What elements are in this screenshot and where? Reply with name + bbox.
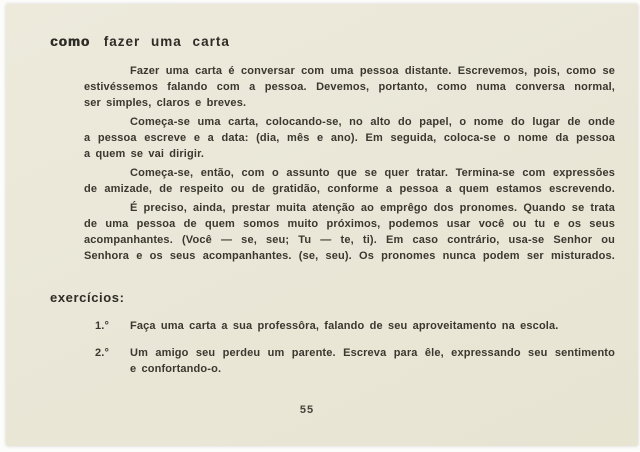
paragraph bbox=[84, 63, 615, 111]
title-text: fazer uma carta bbox=[103, 34, 230, 49]
text-line: estivéssemos falando com a pessoa. Devemos, portanto, como numa conversa normal, bbox=[84, 81, 615, 93]
text-line: e confortando-o. bbox=[130, 363, 222, 375]
text-line: É preciso, ainda, prestar muita atenção ao emprêgo dos pronomes. Quando se trata bbox=[130, 202, 615, 214]
text-line: Um amigo seu perdeu um parente. Escreva para êle, expressando seu sentimento bbox=[130, 347, 615, 359]
exercise-text bbox=[130, 318, 615, 334]
text-line: Começa-se uma carta, colocando-se, no alto do papel, o nome do lugar de onde bbox=[130, 116, 615, 128]
book-page bbox=[6, 4, 638, 446]
text-line: de uma pessoa de quem somos muito próximos, podemos usar você ou tu e os seus bbox=[84, 218, 615, 230]
text-line: acompanhantes. (Você — se, seu; Tu — te, ti). Em caso contrário, usa-se Senhor ou bbox=[84, 234, 615, 246]
exercise-number: 1.° bbox=[95, 320, 110, 332]
exercises-list bbox=[95, 318, 615, 388]
paragraph bbox=[84, 165, 615, 197]
text-line: Faça uma carta a sua professôra, falando de seu aproveitamento na escola. bbox=[130, 320, 559, 332]
page-number: 55 bbox=[299, 404, 315, 416]
exercise-item bbox=[95, 318, 615, 334]
text-line: de amizade, de respeito ou de gratidão, conforme a pessoa a quem estamos escrevendo. bbox=[84, 183, 615, 195]
body-text bbox=[84, 63, 615, 267]
text-line: Senhora e os seus acompanhantes. (se, seu). Os pronomes nunca podem ser misturados. bbox=[84, 250, 615, 262]
page-title bbox=[50, 34, 230, 49]
text-line: Fazer uma carta é conversar com uma pessoa distante. Escrevemos, pois, como se bbox=[130, 65, 615, 77]
text-line: Começa-se, então, com o assunto que se quer tratar. Termina-se com expressões bbox=[130, 167, 615, 179]
paragraph bbox=[84, 114, 615, 162]
title-keyword: como bbox=[50, 34, 91, 49]
text-line: ser simples, claros e breves. bbox=[84, 97, 247, 109]
text-line: a quem se vai dirigir. bbox=[84, 148, 205, 160]
exercise-item bbox=[95, 345, 615, 377]
exercise-number: 2.° bbox=[95, 347, 110, 359]
exercise-text bbox=[130, 345, 615, 377]
paragraph bbox=[84, 200, 615, 264]
text-line: a pessoa escreve e a data: (dia, mês e ano). Em seguida, coloca-se o nome da pessoa bbox=[84, 132, 615, 144]
exercises-heading: exercícios: bbox=[50, 290, 125, 305]
